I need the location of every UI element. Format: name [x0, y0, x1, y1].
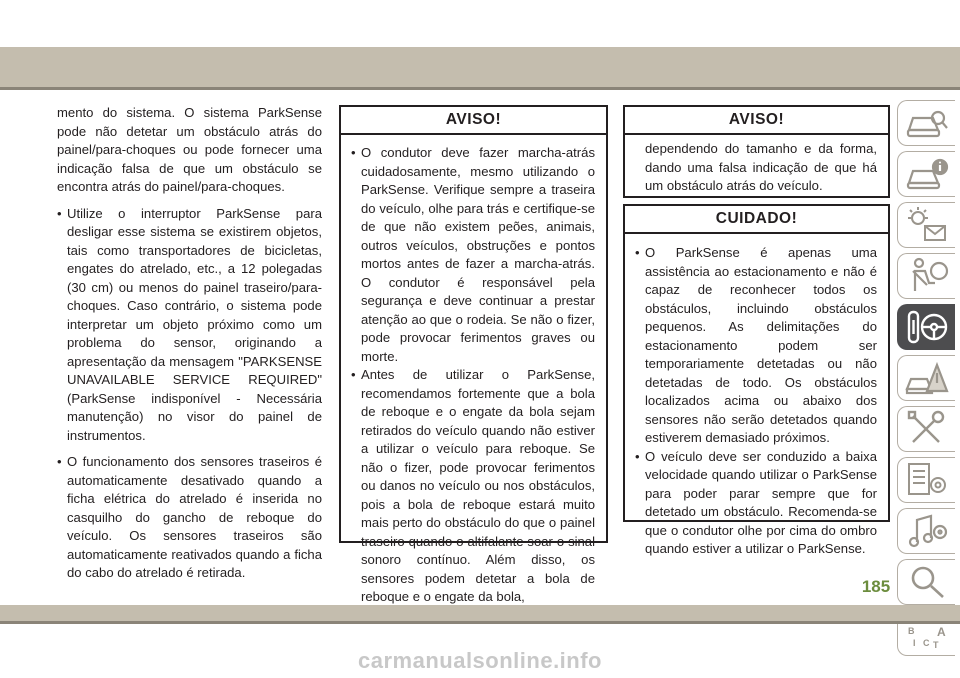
tab-index[interactable]	[897, 559, 955, 605]
bullet-trailer-plug: • O funcionamento dos sensores traseiros é automaticamente desativado quando a ficha elétrica do atrelado é inserida no casquilho do gancho de reboque do veículo. Os sensores traseiros são automaticamente reativados quando a ficha do cabo do atrelado é retirada.	[57, 453, 322, 583]
multimedia-icon	[905, 512, 949, 550]
index-letter: C	[922, 638, 929, 648]
chapter-tabs	[895, 100, 960, 661]
car-info-icon	[905, 155, 949, 193]
bullet-parksense-switch: • Utilize o interruptor ParkSense para desligar esse sistema se existirem objetos, tais como transportadores de bicicletas, engates do atrelado, etc., a 12 polegadas (30 cm) ou menos do painel traseiro/para-choques. Caso contrário, o sistema pode interpretar um objeto próximo como um problema do sensor, originando a apresentação da mensagem "PARKSENSE UNAVAILABLE SERVICE REQUIRED" (ParkSense indisponível - Necessária manutenção) no visor do painel de instrumentos.	[57, 205, 322, 446]
intro-paragraph: mento do sistema. O sistema ParkSense pode não detetar um obstáculo atrás do painel/para-choques ou pode fornecer uma indicação falsa de que um obstáculo se encontra atrás do painel/para-choques.	[57, 105, 322, 194]
tab-roadside[interactable]	[897, 355, 955, 401]
tab-maintenance[interactable]	[897, 406, 955, 452]
footer-band	[0, 605, 960, 621]
header-band	[0, 47, 960, 87]
index-letter: T	[932, 640, 938, 650]
tab-car-info[interactable]	[897, 151, 955, 197]
warning-continuation: dependendo do tamanho e da forma, dando uma falsa indicação de que há um obstáculo atrás do veículo.	[645, 141, 877, 193]
tab-seatbelt-airbag[interactable]	[897, 253, 955, 299]
key-steering-wheel-icon	[905, 308, 949, 346]
caution-item-speed: • O veículo deve ser conduzido a baixa velocidade quando utilizar o ParkSense para poder parar sempre que for detetado um obstáculo. Recomenda-se que o condutor olhe por cima do ombro quando estiver a utilizar o ParkSense.	[635, 448, 877, 559]
tab-specifications[interactable]	[897, 457, 955, 503]
warning-lights-message-icon	[905, 206, 949, 244]
wrench-icon	[905, 410, 949, 448]
warning-title-2: AVISO!	[625, 107, 888, 135]
caution-item-assist: • O ParkSense é apenas uma assistência ao estacionamento e não é capaz de reconhecer todos os obstáculos, incluindo obstáculos pequenos. As delimitações do estacionamento podem ser temporariamente detetadas ou não detetadas de todo. Os obstáculos localizados acima ou abaixo dos sensores não serão detetados quando estiverem demasiado próximos.	[635, 244, 877, 448]
text-column-1	[57, 104, 322, 583]
header-rule	[0, 87, 960, 90]
warning-title: AVISO!	[341, 107, 606, 135]
warning-item-reverse: • O condutor deve fazer marcha-atrás cuidadosamente, mesmo utilizando o ParkSense. Verifique sempre a traseira do veículo, olhe para trás e certifique-se de que não existem peões, animais, outros veículos, obstruções e pontos mortos antes de fazer a marcha-atrás. O condutor é responsável pela segurança e deve continuar a prestar atenção ao que o rodeia. Se não o fizer, pode provocar ferimentos graves ou morte.	[351, 144, 595, 366]
tab-multimedia[interactable]	[897, 508, 955, 554]
page-number: 185	[861, 577, 891, 596]
warning-item-tow-ball: • Antes de utilizar o ParkSense, recomendamos fortemente que a bola de reboque e o engate da bola sejam retirados do veículo quando não estiver a utilizar o veículo para reboque. Se não o fizer, pode provocar ferimentos ou danos no veículo ou nos obstáculos, pois a bola de reboque estará muito mais perto do obstáculo do que o painel traseiro quando o altifalante soar o sinal sonoro contínuo. Além disso, os sensores podem detetar a bola de reboque e o engate da bola,	[351, 366, 595, 607]
tab-key-steering[interactable]	[897, 304, 955, 350]
roadside-hazard-icon	[905, 359, 949, 397]
warning-box-2	[623, 105, 890, 198]
seatbelt-airbag-icon	[905, 257, 949, 295]
caution-title: CUIDADO!	[625, 206, 888, 234]
footer-rule	[0, 621, 960, 624]
magnifier-icon	[905, 563, 949, 601]
watermark: carmanualsonline.info	[358, 648, 602, 673]
tab-car-search[interactable]	[897, 100, 955, 146]
index-letter: I	[912, 638, 916, 648]
index-letter: A	[936, 625, 946, 639]
specifications-icon	[905, 461, 949, 499]
tab-warning-lights[interactable]	[897, 202, 955, 248]
car-search-icon	[905, 104, 949, 142]
warning-box-1	[339, 105, 608, 604]
index-letter: B	[907, 626, 914, 636]
caution-box	[623, 204, 890, 556]
